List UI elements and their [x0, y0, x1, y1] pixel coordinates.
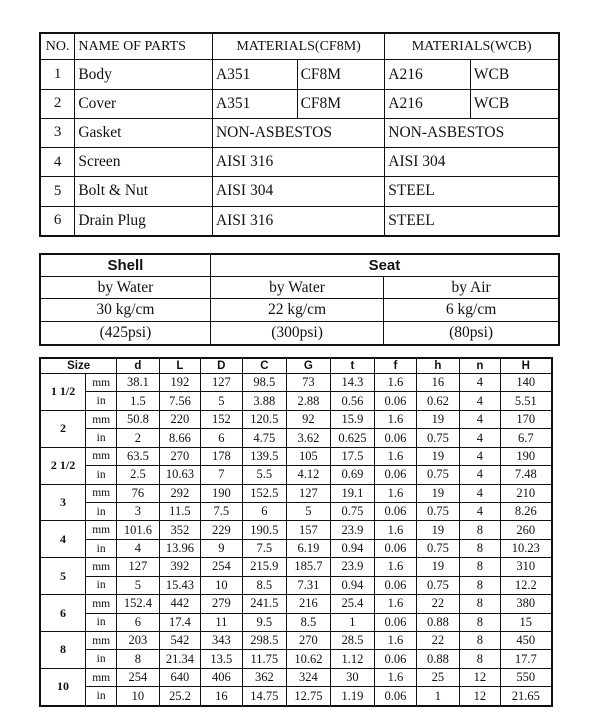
- pressure-test-table: [39, 253, 560, 346]
- dimension-value: 0.75: [416, 503, 460, 521]
- dimension-value: 192: [159, 374, 200, 392]
- seat-header: Seat: [210, 254, 559, 276]
- dimension-value: 260: [500, 521, 552, 539]
- dimension-value: 28.5: [330, 631, 375, 649]
- dimension-value: 0.94: [330, 539, 375, 557]
- wcb-material: STEEL: [385, 177, 559, 206]
- dimension-value: 4: [460, 503, 500, 521]
- seat-water-pressure-psi: (300psi): [210, 322, 383, 345]
- dimension-value: 0.06: [375, 576, 416, 594]
- cf8m-grade: CF8M: [297, 89, 385, 118]
- table-row: [40, 89, 559, 118]
- dimension-value: 241.5: [242, 595, 287, 613]
- dimension-value: 0.75: [416, 466, 460, 484]
- part-name: Cover: [75, 89, 213, 118]
- dimension-value: 324: [287, 668, 331, 686]
- size-cell: 6: [40, 595, 86, 632]
- dimension-value: 17.4: [159, 613, 200, 631]
- header-no: NO.: [40, 33, 75, 60]
- shell-header: Shell: [40, 254, 210, 276]
- unit-cell: in: [86, 539, 117, 557]
- dimension-value: 15: [500, 613, 552, 631]
- dimension-value: 4: [460, 392, 500, 410]
- dimension-value: 310: [500, 558, 552, 576]
- dimension-value: 0.75: [416, 576, 460, 594]
- size-cell: 1 1/2: [40, 374, 86, 411]
- dimension-value: 0.56: [330, 392, 375, 410]
- cf8m-material: AISI 316: [212, 148, 384, 177]
- dimension-value: 4: [460, 484, 500, 502]
- dimension-value: 185.7: [287, 558, 331, 576]
- dimension-value: 127: [117, 558, 159, 576]
- dimension-value: 8: [460, 576, 500, 594]
- dimension-value: 2.88: [287, 392, 331, 410]
- dimension-value: 8.5: [287, 613, 331, 631]
- table-row: [40, 177, 559, 206]
- dimension-value: 16: [416, 374, 460, 392]
- dimension-value: 5: [287, 503, 331, 521]
- dimension-value: 220: [159, 410, 200, 428]
- part-name: Screen: [75, 148, 213, 177]
- dimension-value: 380: [500, 595, 552, 613]
- test-medium-row: [40, 276, 559, 299]
- table-row: [40, 374, 552, 392]
- size-cell: 2 1/2: [40, 447, 86, 484]
- dimension-value: 21.65: [500, 687, 552, 706]
- header-g-upper: G: [287, 358, 331, 374]
- dimension-value: 19: [416, 484, 460, 502]
- header-n: n: [460, 358, 500, 374]
- dimension-value: 8: [460, 558, 500, 576]
- table-row: [40, 650, 552, 668]
- size-cell: 10: [40, 668, 86, 706]
- dimension-value: 6.7: [500, 429, 552, 447]
- dimension-value: 4: [117, 539, 159, 557]
- shell-pressure-kg: 30 kg/cm: [40, 299, 210, 322]
- dimension-value: 12: [460, 668, 500, 686]
- seat-air-pressure-psi: (80psi): [384, 322, 559, 345]
- dimension-value: 6: [201, 429, 242, 447]
- part-no: 4: [40, 148, 75, 177]
- dimension-value: 21.34: [159, 650, 200, 668]
- dimension-value: 1.6: [375, 595, 416, 613]
- unit-cell: in: [86, 503, 117, 521]
- table-row: [40, 392, 552, 410]
- dimension-value: 6.19: [287, 539, 331, 557]
- dimension-value: 8.66: [159, 429, 200, 447]
- dimension-value: 50.8: [117, 410, 159, 428]
- cf8m-material: AISI 304: [212, 177, 384, 206]
- dimension-value: 120.5: [242, 410, 287, 428]
- dimension-value: 16: [201, 687, 242, 706]
- dimension-value: 5: [117, 576, 159, 594]
- dimension-value: 0.06: [375, 429, 416, 447]
- table-row: [40, 613, 552, 631]
- table-row: [40, 466, 552, 484]
- dimension-value: 352: [159, 521, 200, 539]
- dimension-value: 0.06: [375, 503, 416, 521]
- dimension-value: 19.1: [330, 484, 375, 502]
- dimension-value: 1.6: [375, 631, 416, 649]
- dimension-value: 178: [201, 447, 242, 465]
- dimension-value: 11.75: [242, 650, 287, 668]
- dimension-value: 19: [416, 558, 460, 576]
- header-materials-wcb: MATERIALS(WCB): [385, 33, 559, 60]
- size-cell: 4: [40, 521, 86, 558]
- part-no: 3: [40, 118, 75, 147]
- dimension-value: 0.62: [416, 392, 460, 410]
- seat-air-pressure-kg: 6 kg/cm: [384, 299, 559, 322]
- dimension-value: 0.06: [375, 539, 416, 557]
- dimension-value: 9: [201, 539, 242, 557]
- dimension-value: 8: [460, 650, 500, 668]
- dimension-value: 254: [201, 558, 242, 576]
- table-row: [40, 576, 552, 594]
- cf8m-standard: A351: [212, 89, 297, 118]
- dimension-value: 38.1: [117, 374, 159, 392]
- dimension-value: 450: [500, 631, 552, 649]
- dimension-value: 279: [201, 595, 242, 613]
- table-row: [40, 410, 552, 428]
- dimension-value: 4.75: [242, 429, 287, 447]
- dimension-value: 4: [460, 410, 500, 428]
- dimension-value: 152: [201, 410, 242, 428]
- dimension-value: 0.75: [416, 539, 460, 557]
- seat-air-medium: by Air: [384, 276, 559, 299]
- header-h-upper: H: [500, 358, 552, 374]
- dimension-value: 0.06: [375, 392, 416, 410]
- dimension-value: 8: [460, 613, 500, 631]
- seat-water-pressure-kg: 22 kg/cm: [210, 299, 383, 322]
- dimension-value: 1.6: [375, 484, 416, 502]
- dimension-value: 7.5: [242, 539, 287, 557]
- dimension-value: 215.9: [242, 558, 287, 576]
- dimension-value: 203: [117, 631, 159, 649]
- dimension-value: 7.5: [201, 503, 242, 521]
- dimension-value: 98.5: [242, 374, 287, 392]
- dimension-value: 15.9: [330, 410, 375, 428]
- dimension-value: 12.2: [500, 576, 552, 594]
- dimension-value: 8: [460, 539, 500, 557]
- wcb-standard: A216: [385, 89, 471, 118]
- dimension-value: 640: [159, 668, 200, 686]
- unit-cell: in: [86, 392, 117, 410]
- table-row: [40, 558, 552, 576]
- unit-cell: mm: [86, 447, 117, 465]
- header-f: f: [375, 358, 416, 374]
- unit-cell: mm: [86, 668, 117, 686]
- dimension-value: 2.5: [117, 466, 159, 484]
- header-name-of-parts: NAME OF PARTS: [75, 33, 213, 60]
- dimension-value: 8.26: [500, 503, 552, 521]
- dimension-value: 298.5: [242, 631, 287, 649]
- dimension-value: 25.4: [330, 595, 375, 613]
- dimension-value: 4.12: [287, 466, 331, 484]
- dimension-value: 4: [460, 447, 500, 465]
- dimension-value: 1: [330, 613, 375, 631]
- dimension-value: 140: [500, 374, 552, 392]
- dimension-value: 25: [416, 668, 460, 686]
- dimension-value: 0.75: [330, 503, 375, 521]
- dimension-value: 14.75: [242, 687, 287, 706]
- dimension-value: 0.75: [416, 429, 460, 447]
- table-row: [40, 484, 552, 502]
- dimension-value: 11.5: [159, 503, 200, 521]
- dimension-value: 19: [416, 521, 460, 539]
- unit-cell: in: [86, 429, 117, 447]
- seat-water-medium: by Water: [210, 276, 383, 299]
- unit-cell: in: [86, 613, 117, 631]
- dimension-value: 7.48: [500, 466, 552, 484]
- dimension-value: 216: [287, 595, 331, 613]
- dimension-value: 14.3: [330, 374, 375, 392]
- dimension-value: 9.5: [242, 613, 287, 631]
- dimension-value: 152.4: [117, 595, 159, 613]
- table-row: [40, 687, 552, 706]
- dimension-value: 127: [201, 374, 242, 392]
- dimension-value: 13.96: [159, 539, 200, 557]
- size-cell: 3: [40, 484, 86, 521]
- dimension-value: 0.94: [330, 576, 375, 594]
- dimensions-body: [40, 358, 552, 706]
- unit-cell: in: [86, 466, 117, 484]
- dimension-value: 5.5: [242, 466, 287, 484]
- dimension-value: 139.5: [242, 447, 287, 465]
- dimension-value: 0.88: [416, 650, 460, 668]
- dimension-value: 23.9: [330, 558, 375, 576]
- dimension-value: 11: [201, 613, 242, 631]
- dimension-value: 19: [416, 447, 460, 465]
- table-row: [40, 668, 552, 686]
- table-row: [40, 60, 559, 89]
- size-cell: 2: [40, 410, 86, 447]
- dimension-value: 30: [330, 668, 375, 686]
- dimension-value: 76: [117, 484, 159, 502]
- test-pressure-psi-row: [40, 322, 559, 345]
- dimension-value: 10: [117, 687, 159, 706]
- dimension-value: 7: [201, 466, 242, 484]
- dimension-value: 7.31: [287, 576, 331, 594]
- dimension-value: 101.6: [117, 521, 159, 539]
- dimension-value: 8: [460, 521, 500, 539]
- dimension-value: 1.12: [330, 650, 375, 668]
- unit-cell: mm: [86, 631, 117, 649]
- wcb-standard: A216: [385, 60, 471, 89]
- dimension-value: 190.5: [242, 521, 287, 539]
- wcb-material: NON-ASBESTOS: [385, 118, 559, 147]
- dimension-value: 254: [117, 668, 159, 686]
- unit-cell: in: [86, 650, 117, 668]
- dimension-value: 1.6: [375, 410, 416, 428]
- dimension-value: 10.62: [287, 650, 331, 668]
- table-row: [40, 595, 552, 613]
- dimension-value: 1.6: [375, 668, 416, 686]
- dimension-value: 25.2: [159, 687, 200, 706]
- dimension-value: 0.625: [330, 429, 375, 447]
- dimension-value: 6: [117, 613, 159, 631]
- part-no: 6: [40, 206, 75, 236]
- table-row: [40, 148, 559, 177]
- dimension-value: 13.5: [201, 650, 242, 668]
- table-row: [40, 447, 552, 465]
- dimension-value: 3.88: [242, 392, 287, 410]
- table-row: [40, 503, 552, 521]
- wcb-material: AISI 304: [385, 148, 559, 177]
- dimension-value: 292: [159, 484, 200, 502]
- materials-header-row: [40, 33, 559, 60]
- dimension-value: 10: [201, 576, 242, 594]
- dimension-value: 210: [500, 484, 552, 502]
- header-d: d: [117, 358, 159, 374]
- unit-cell: mm: [86, 410, 117, 428]
- dimension-value: 392: [159, 558, 200, 576]
- part-name: Drain Plug: [75, 206, 213, 236]
- materials-table: [39, 32, 560, 237]
- part-no: 1: [40, 60, 75, 89]
- dimension-value: 1.5: [117, 392, 159, 410]
- dimension-value: 1.19: [330, 687, 375, 706]
- dimension-value: 19: [416, 410, 460, 428]
- header-d-upper: D: [201, 358, 242, 374]
- dimension-value: 170: [500, 410, 552, 428]
- dimension-value: 1.6: [375, 521, 416, 539]
- dimension-value: 0.88: [416, 613, 460, 631]
- unit-cell: in: [86, 576, 117, 594]
- dimension-value: 229: [201, 521, 242, 539]
- dimension-value: 23.9: [330, 521, 375, 539]
- dimension-value: 2: [117, 429, 159, 447]
- shell-medium: by Water: [40, 276, 210, 299]
- dimension-value: 0.69: [330, 466, 375, 484]
- unit-cell: mm: [86, 374, 117, 392]
- dimension-value: 343: [201, 631, 242, 649]
- dimension-value: 442: [159, 595, 200, 613]
- dimension-value: 105: [287, 447, 331, 465]
- dimension-value: 17.7: [500, 650, 552, 668]
- part-name: Bolt & Nut: [75, 177, 213, 206]
- dimension-value: 542: [159, 631, 200, 649]
- dimension-value: 12: [460, 687, 500, 706]
- dimension-value: 15.43: [159, 576, 200, 594]
- dimension-value: 10.63: [159, 466, 200, 484]
- part-no: 5: [40, 177, 75, 206]
- test-pressure-kg-row: [40, 299, 559, 322]
- unit-cell: mm: [86, 558, 117, 576]
- dimension-value: 17.5: [330, 447, 375, 465]
- dimension-value: 12.75: [287, 687, 331, 706]
- header-l-upper: L: [159, 358, 200, 374]
- pressure-header-row: [40, 254, 559, 276]
- cf8m-material: NON-ASBESTOS: [212, 118, 384, 147]
- dimension-value: 8: [460, 631, 500, 649]
- dimension-value: 157: [287, 521, 331, 539]
- dimension-value: 1.6: [375, 447, 416, 465]
- dimension-value: 1.6: [375, 558, 416, 576]
- wcb-grade: WCB: [470, 60, 559, 89]
- header-t: t: [330, 358, 375, 374]
- dimension-value: 0.06: [375, 466, 416, 484]
- dimension-value: 0.06: [375, 650, 416, 668]
- dimension-value: 22: [416, 631, 460, 649]
- size-cell: 5: [40, 558, 86, 595]
- dimension-value: 270: [159, 447, 200, 465]
- shell-pressure-psi: (425psi): [40, 322, 210, 345]
- table-row: [40, 429, 552, 447]
- dimension-value: 7.56: [159, 392, 200, 410]
- dimension-value: 270: [287, 631, 331, 649]
- dimension-value: 3: [117, 503, 159, 521]
- part-no: 2: [40, 89, 75, 118]
- header-materials-cf8m: MATERIALS(CF8M): [212, 33, 384, 60]
- dimensions-header-row: [40, 358, 552, 374]
- part-name: Gasket: [75, 118, 213, 147]
- table-row: [40, 631, 552, 649]
- dimension-value: 10.23: [500, 539, 552, 557]
- dimension-value: 8: [460, 595, 500, 613]
- unit-cell: in: [86, 687, 117, 706]
- dimension-value: 1: [416, 687, 460, 706]
- dimension-value: 152.5: [242, 484, 287, 502]
- dimension-value: 92: [287, 410, 331, 428]
- dimension-value: 5.51: [500, 392, 552, 410]
- dimension-value: 4: [460, 429, 500, 447]
- dimension-value: 550: [500, 668, 552, 686]
- dimension-value: 8: [117, 650, 159, 668]
- dimension-value: 190: [500, 447, 552, 465]
- size-cell: 8: [40, 631, 86, 668]
- part-name: Body: [75, 60, 213, 89]
- dimension-value: 362: [242, 668, 287, 686]
- wcb-grade: WCB: [470, 89, 559, 118]
- dimension-value: 4: [460, 466, 500, 484]
- table-row: [40, 521, 552, 539]
- dimension-value: 0.06: [375, 613, 416, 631]
- header-h: h: [416, 358, 460, 374]
- dimension-value: 3.62: [287, 429, 331, 447]
- dimension-value: 1.6: [375, 374, 416, 392]
- unit-cell: mm: [86, 595, 117, 613]
- cf8m-grade: CF8M: [297, 60, 385, 89]
- dimension-value: 190: [201, 484, 242, 502]
- cf8m-material: AISI 316: [212, 206, 384, 236]
- dimension-value: 6: [242, 503, 287, 521]
- unit-cell: mm: [86, 484, 117, 502]
- dimension-value: 127: [287, 484, 331, 502]
- table-row: [40, 206, 559, 236]
- table-row: [40, 539, 552, 557]
- header-size: Size: [40, 358, 117, 374]
- dimension-value: 22: [416, 595, 460, 613]
- dimension-value: 63.5: [117, 447, 159, 465]
- unit-cell: mm: [86, 521, 117, 539]
- dimension-value: 8.5: [242, 576, 287, 594]
- dimension-value: 73: [287, 374, 331, 392]
- wcb-material: STEEL: [385, 206, 559, 236]
- table-row: [40, 118, 559, 147]
- dimension-value: 4: [460, 374, 500, 392]
- dimension-value: 5: [201, 392, 242, 410]
- dimensions-table: [39, 357, 553, 707]
- dimension-value: 0.06: [375, 687, 416, 706]
- cf8m-standard: A351: [212, 60, 297, 89]
- dimension-value: 406: [201, 668, 242, 686]
- header-c-upper: C: [242, 358, 287, 374]
